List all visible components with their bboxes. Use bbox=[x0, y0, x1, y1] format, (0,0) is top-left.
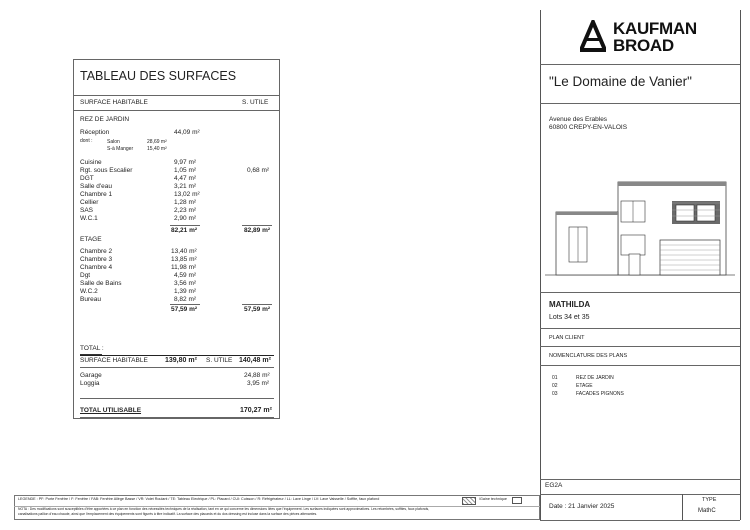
address-line1: Avenue des Erables bbox=[549, 116, 608, 123]
row-label: Chambre 4 bbox=[80, 264, 113, 271]
date: Date : 21 Janvier 2025 bbox=[549, 503, 615, 510]
row-label: Chambre 2 bbox=[80, 248, 113, 255]
etage-total: 57,59 m² bbox=[171, 306, 198, 313]
total-utilisable-label: TOTAL UTILISABLE bbox=[80, 407, 142, 414]
plan-label: FACADES PIGNONS bbox=[576, 391, 624, 397]
lots: Lots 34 et 35 bbox=[549, 314, 590, 321]
row-label: SAS bbox=[80, 207, 94, 214]
type-value: MathC bbox=[698, 508, 716, 514]
total-su-value: 140,48 m² bbox=[239, 357, 271, 364]
row-value: 1,39 m² bbox=[174, 288, 197, 295]
logo-line1: KAUFMAN bbox=[613, 19, 697, 38]
row-value: 11,98 m² bbox=[171, 264, 197, 271]
row-label: Bureau bbox=[80, 296, 101, 303]
gaine-hatch-icon bbox=[462, 497, 476, 505]
col-header-surface-utile: S. UTILE bbox=[242, 99, 269, 106]
row-label: DGT bbox=[80, 175, 94, 182]
sub-value-sam: 15,40 m² bbox=[147, 146, 167, 152]
row-value: 13,85 m² bbox=[171, 256, 197, 263]
total-su-label: S. UTILE bbox=[206, 357, 233, 364]
loggia-value: 3,95 m² bbox=[247, 380, 270, 387]
row-value: 4,59 m² bbox=[174, 272, 197, 279]
row-label: Cellier bbox=[80, 199, 99, 206]
plan-num: 03 bbox=[552, 391, 558, 397]
total-label: TOTAL : bbox=[80, 345, 104, 352]
address-line2: 60800 CREPY-EN-VALOIS bbox=[549, 124, 628, 131]
rdj-total: 82,21 m² bbox=[171, 227, 198, 234]
loggia-label: Loggia bbox=[80, 380, 100, 387]
nomenclature-heading: NOMENCLATURE DES PLANS bbox=[549, 353, 628, 359]
reception-value: 44,09 m² bbox=[174, 129, 200, 136]
house-elevation-illustration bbox=[545, 172, 737, 280]
row-label: W.C.2 bbox=[80, 288, 98, 295]
plan-num: 02 bbox=[552, 383, 558, 389]
row-label: Cuisine bbox=[80, 159, 102, 166]
row-value: 2,90 m² bbox=[174, 215, 197, 222]
etage-total-utile: 57,59 m² bbox=[244, 306, 271, 313]
row-utile: 0,68 m² bbox=[247, 167, 270, 174]
sub-label-sam: S-à Manger bbox=[107, 146, 134, 152]
logo-line2: BROAD bbox=[613, 36, 674, 55]
total-utilisable-value: 170,27 m² bbox=[240, 407, 272, 414]
row-value: 1,28 m² bbox=[174, 199, 197, 206]
ref-code: EG2A bbox=[545, 482, 563, 489]
legend-line1-end: /Gaine technique bbox=[479, 497, 507, 501]
legend-line1: LEGENDE : PF: Porte Fenêtre / F: Fenêtre / FAB: Fenêtre Allège Basse / VR: Volet Roulant / TE: Tableau Electrique / PL: Placard / CUI: Cuisson / R: Réfrigérateur / LL: Lave Linge / LV: Lave Vaisselle / Soffite, faux plafond bbox=[18, 497, 380, 501]
garage-label: Garage bbox=[80, 372, 102, 379]
type-label: TYPE bbox=[702, 497, 717, 503]
row-label: Rgt. sous Escalier bbox=[80, 167, 133, 174]
row-value: 13,02 m² bbox=[174, 191, 200, 198]
col-header-surface-habitable: SURFACE HABITABLE bbox=[80, 99, 148, 106]
plan-num: 01 bbox=[552, 375, 558, 381]
surfaces-title: TABLEAU DES SURFACES bbox=[80, 69, 237, 83]
row-label: Salle de Bains bbox=[80, 280, 122, 287]
model-name: MATHILDA bbox=[549, 300, 591, 309]
row-label: Chambre 1 bbox=[80, 191, 113, 198]
row-value: 3,21 m² bbox=[174, 183, 197, 190]
sub-value-salon: 28,69 m² bbox=[147, 139, 167, 145]
row-value: 1,05 m² bbox=[174, 167, 197, 174]
project-name: "Le Domaine de Vanier" bbox=[549, 74, 692, 89]
section-heading-etage: ETAGE bbox=[80, 236, 102, 243]
row-value: 4,47 m² bbox=[174, 175, 197, 182]
row-label: W.C.1 bbox=[80, 215, 98, 222]
row-label: Chambre 3 bbox=[80, 256, 113, 263]
legend-marker-icon bbox=[512, 497, 522, 504]
kaufman-broad-logo bbox=[580, 20, 705, 54]
surfaces-table bbox=[73, 59, 280, 419]
row-value: 8,82 m² bbox=[174, 296, 197, 303]
row-value: 9,97 m² bbox=[174, 159, 197, 166]
total-sh-label: SURFACE HABITABLE bbox=[80, 357, 148, 364]
section-heading-rdj: REZ DE JARDIN bbox=[80, 116, 130, 123]
row-value: 3,56 m² bbox=[174, 280, 197, 287]
plan-client: PLAN CLIENT bbox=[549, 335, 585, 341]
row-label: Salle d'eau bbox=[80, 183, 112, 190]
total-sh-value: 139,80 m² bbox=[165, 357, 197, 364]
rdj-total-utile: 82,89 m² bbox=[244, 227, 271, 234]
reception-label: Réception bbox=[80, 129, 110, 136]
dont-label: dont : bbox=[80, 138, 93, 144]
plan-label: ETAGE bbox=[576, 383, 593, 389]
row-value: 2,23 m² bbox=[174, 207, 197, 214]
sub-label-salon: Salon bbox=[107, 139, 120, 145]
plan-label: REZ DE JARDIN bbox=[576, 375, 614, 381]
legend-line2: NOTA : Des modifications sont susceptibles d'être apportées à ce plan en fonction des nécessités techniques de la réalisation, tant en ce qui concerne les dimensions liées que l'équipement. Les surfaces indiquées sont approximatives. Les retombées, soffites, faux plafonds, bbox=[18, 507, 430, 511]
row-value: 13,40 m² bbox=[171, 248, 197, 255]
garage-value: 24,88 m² bbox=[244, 372, 270, 379]
row-label: Dgt bbox=[80, 272, 91, 279]
logo-mark-icon bbox=[580, 20, 606, 52]
legend-line3: canalisations pallion d'eau chaude, ainsi que l'emplacement des équipements sont figurés à titre indicatif. La surface des placards et du dos dressing est incluse dans la surface des pièces attenantes. bbox=[18, 512, 318, 516]
